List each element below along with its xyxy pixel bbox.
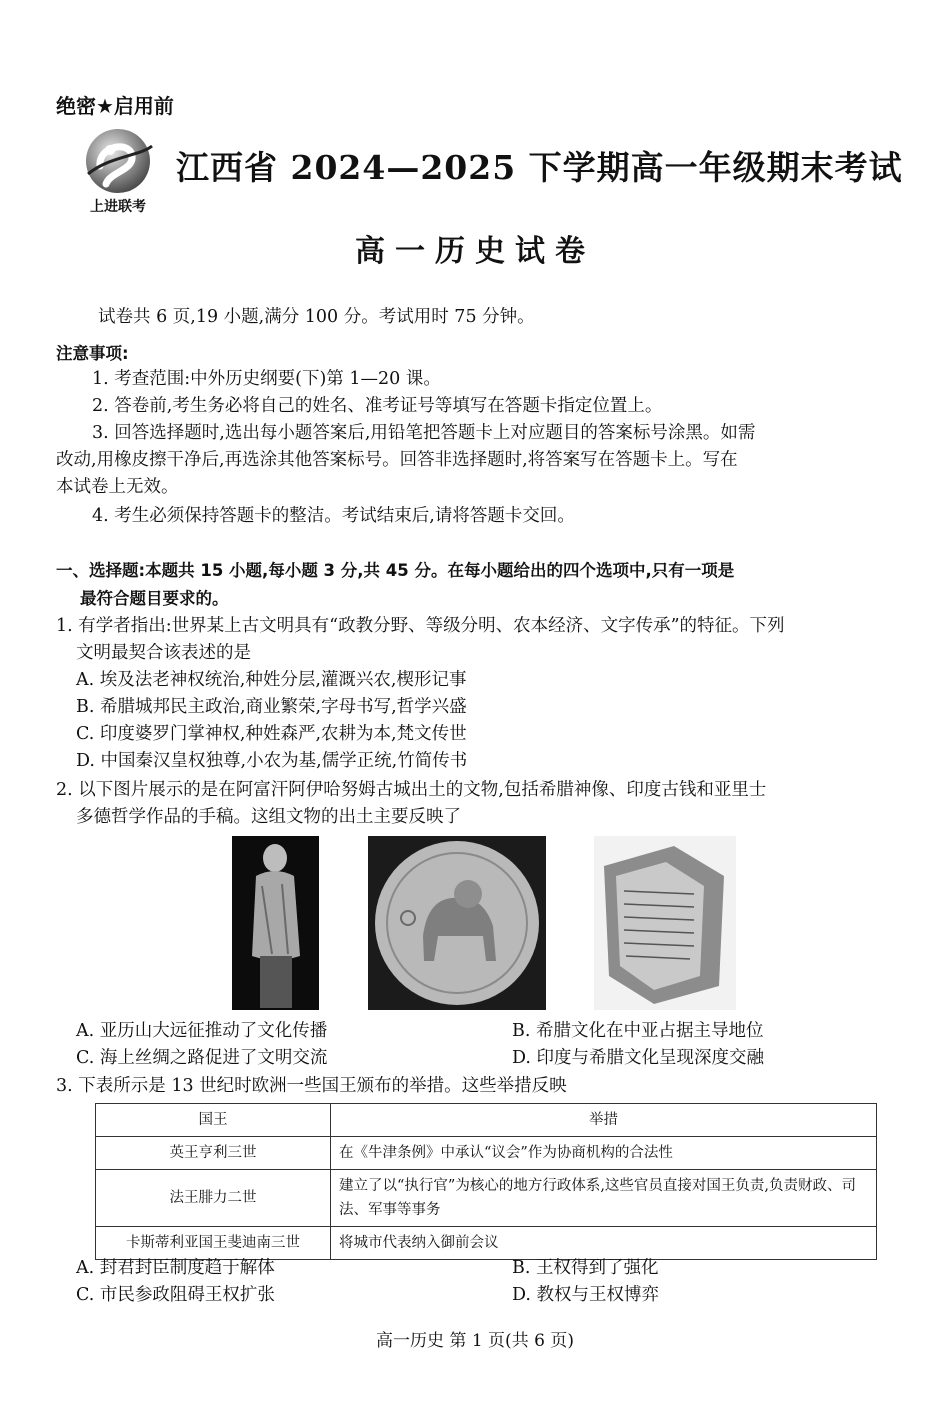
q3-table [95, 1103, 877, 1260]
note-item: 4. 考生必须保持答题卡的整洁。考试结束后,请将答题卡交回。 [92, 506, 575, 526]
aristotle-manuscript-image [594, 836, 736, 1010]
note-item: 改动,用橡皮擦干净后,再选涂其他答案标号。回答非选择题时,将答案写在答题卡上。写在 [56, 450, 738, 470]
exam-title: 江西省 2024—2025 下学期高一年级期末考试 [176, 148, 903, 187]
notes-heading: 注意事项: [56, 344, 129, 363]
q2-stem: 2. 以下图片展示的是在阿富汗阿伊哈努姆古城出土的文物,包括希腊神像、印度古钱和亚里士 [56, 780, 767, 800]
greek-statue-image [232, 836, 319, 1010]
q3-option-a[interactable]: A. 封君封臣制度趋于解体 [76, 1258, 275, 1278]
note-item: 2. 答卷前,考生务必将自己的姓名、准考证号等填写在答题卡指定位置上。 [92, 396, 663, 416]
table-cell: 法王腓力二世 [96, 1170, 331, 1227]
q2-stem-cont: 多德哲学作品的手稿。这组文物的出土主要反映了 [76, 807, 461, 827]
q2-option-c[interactable]: C. 海上丝绸之路促进了文明交流 [76, 1048, 328, 1068]
q1-option-c[interactable]: C. 印度婆罗门掌神权,种姓森严,农耕为本,梵文传世 [76, 724, 467, 744]
table-row [96, 1170, 877, 1227]
q2-option-b[interactable]: B. 希腊文化在中亚占据主导地位 [512, 1021, 764, 1041]
q3-option-d[interactable]: D. 教权与王权博弈 [512, 1285, 660, 1305]
q1-option-d[interactable]: D. 中国秦汉皇权独尊,小农为基,儒学正统,竹简传书 [76, 751, 468, 771]
paper-title: 高一历史试卷 [355, 234, 595, 269]
secret-label: 绝密★启用前 [56, 94, 174, 118]
table-cell: 英王亨利三世 [96, 1137, 331, 1170]
exam-logo [80, 126, 156, 218]
table-header-row [96, 1104, 877, 1137]
note-item: 本试卷上无效。 [56, 477, 179, 497]
note-item: 3. 回答选择题时,选出每小题答案后,用铅笔把答题卡上对应题目的答案标号涂黑。如需 [92, 423, 756, 443]
q3-option-b[interactable]: B. 王权得到了强化 [512, 1258, 659, 1278]
q2-option-d[interactable]: D. 印度与希腊文化呈现深度交融 [512, 1048, 765, 1068]
table-cell: 卡斯蒂利亚国王斐迪南三世 [96, 1227, 331, 1260]
q3-stem: 3. 下表所示是 13 世纪时欧洲一些国王颁布的举措。这些举措反映 [56, 1076, 567, 1096]
q1-stem: 1. 有学者指出:世界某上古文明具有“政教分野、等级分明、农本经济、文字传承”的特征。下列 [56, 616, 785, 636]
logo-swirl-icon [80, 126, 156, 196]
q1-option-a[interactable]: A. 埃及法老神权统治,种姓分层,灌溉兴农,楔形记事 [76, 670, 467, 690]
logo-text: 上进联考 [90, 199, 146, 215]
section-heading: 一、选择题:本题共 15 小题,每小题 3 分,共 45 分。在每小题给出的四个选项中,只有一项是 [56, 561, 735, 580]
q1-option-b[interactable]: B. 希腊城邦民主政治,商业繁荣,字母书写,哲学兴盛 [76, 697, 467, 717]
table-row [96, 1137, 877, 1170]
table-cell: 在《牛津条例》中承认“议会”作为协商机构的合法性 [331, 1137, 877, 1170]
note-item: 1. 考查范围:中外历史纲要(下)第 1—20 课。 [92, 369, 441, 389]
q2-option-a[interactable]: A. 亚历山大远征推动了文化传播 [76, 1021, 328, 1041]
intro-text: 试卷共 6 页,19 小题,满分 100 分。考试用时 75 分钟。 [98, 307, 535, 327]
table-cell: 将城市代表纳入御前会议 [331, 1227, 877, 1260]
table-header-measure: 举措 [331, 1104, 877, 1137]
page-footer: 高一历史 第 1 页(共 6 页) [376, 1331, 574, 1351]
section-heading-cont: 最符合题目要求的。 [80, 589, 229, 608]
q3-option-c[interactable]: C. 市民参政阻碍王权扩张 [76, 1285, 275, 1305]
q1-stem-cont: 文明最契合该表述的是 [76, 643, 251, 663]
indian-coin-image [368, 836, 546, 1010]
table-header-king: 国王 [96, 1104, 331, 1137]
table-cell: 建立了以“执行官”为核心的地方行政体系,这些官员直接对国王负责,负责财政、司法、军事等事务 [331, 1170, 877, 1227]
